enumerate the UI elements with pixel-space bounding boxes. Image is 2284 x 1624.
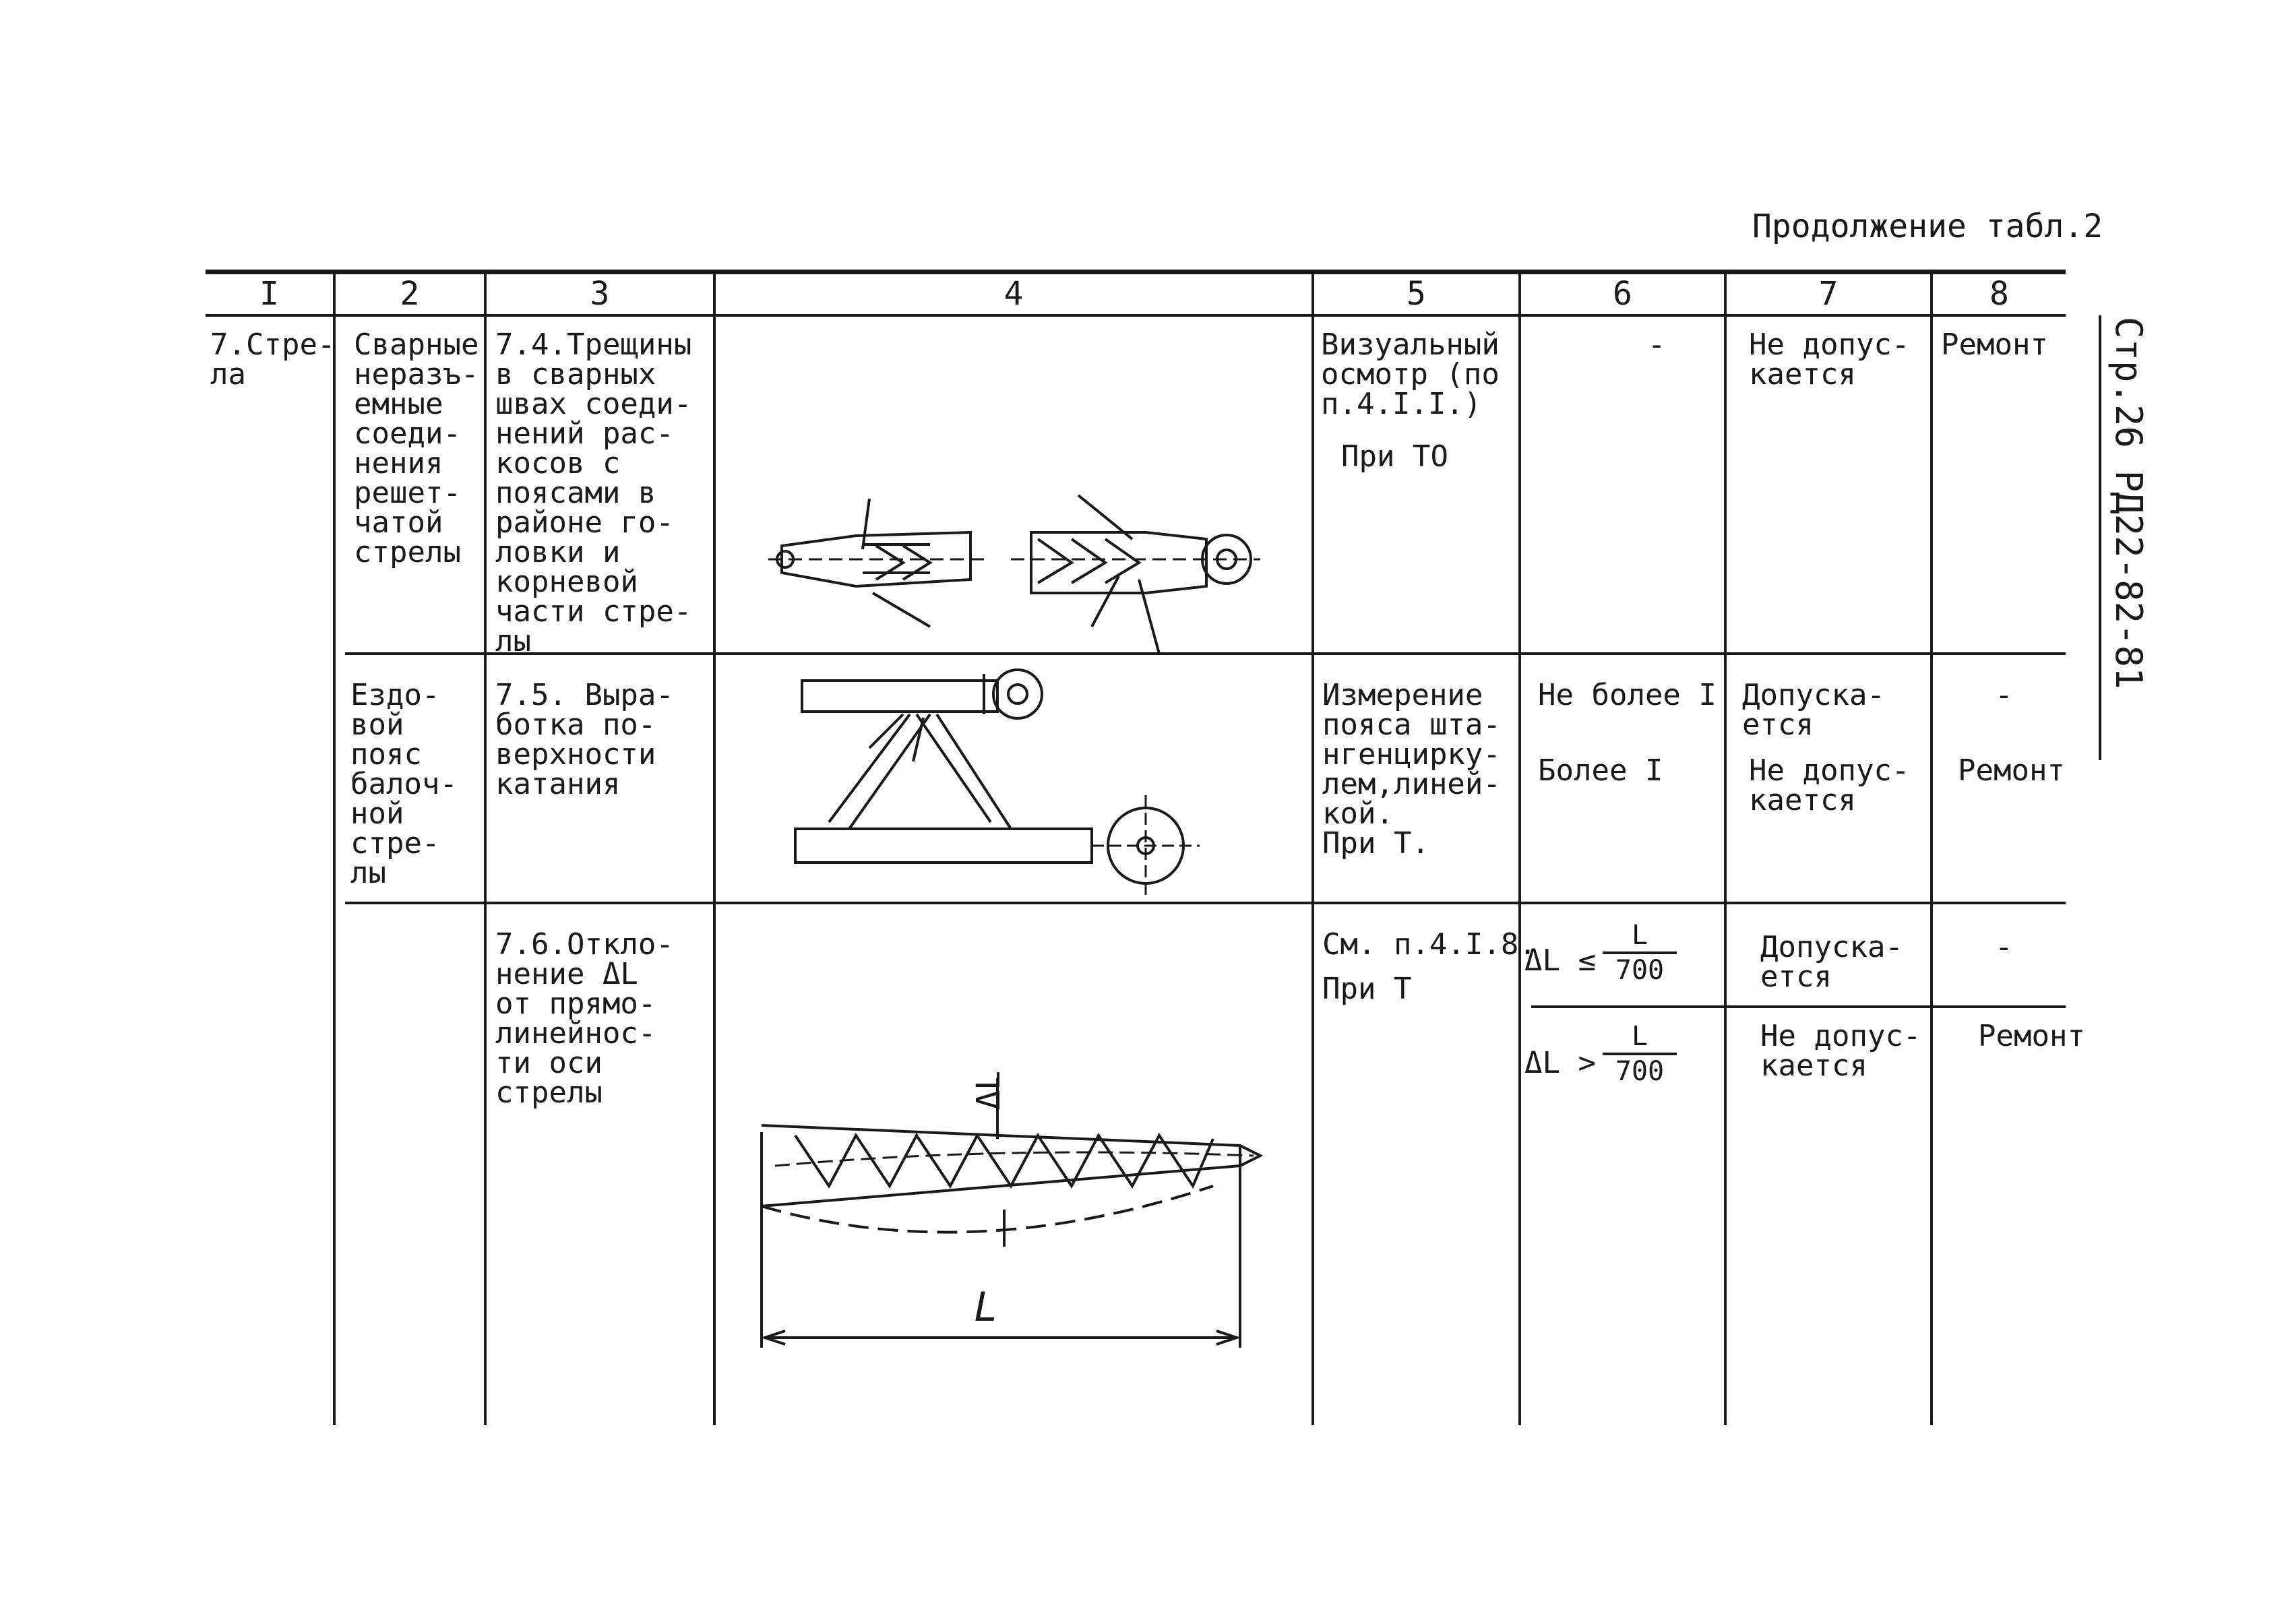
row1-criterion: - — [1648, 327, 1666, 362]
col-header-5: 5 — [1407, 275, 1426, 313]
continuation-title: Продолжение табл.2 — [1752, 208, 2103, 245]
row2-assessment-fail: Не допус- кается — [1749, 753, 1910, 817]
row1-method: Визуальный осмотр (по п.4.I.I.) — [1321, 327, 1500, 421]
row2-assembly: Ездо- вой пояс балоч- ной стре- лы — [350, 678, 458, 890]
col-header-6: 6 — [1613, 275, 1632, 313]
row3-action-fail: Ремонт — [1978, 1019, 2085, 1053]
row2-defect: 7.5. Выра- ботка по- верхности катания — [495, 678, 674, 801]
row1-element: 7.Стре- ла — [210, 327, 336, 392]
row3-criterion-fail-sym: ΔL > — [1524, 1046, 1596, 1080]
col-header-1: I — [259, 275, 279, 313]
fraction-denominator: 700 — [1615, 955, 1665, 986]
length-l-label: L — [974, 1284, 999, 1331]
row1-action: Ремонт — [1941, 327, 2048, 362]
row3-defect: 7.6.Откло- нение ΔL от прямо- линейнос- ти оси стрелы — [495, 927, 674, 1110]
col-header-3: 3 — [590, 275, 610, 313]
fraction-numerator: L — [1631, 1021, 1648, 1052]
row1-assessment: Не допус- кается — [1749, 327, 1910, 392]
col-header-8: 8 — [1989, 275, 2009, 313]
row3-criterion-ok-sym: ΔL ≤ — [1524, 943, 1596, 978]
row2-criterion-ok: Не более I — [1538, 678, 1717, 712]
row2-assessment-ok: Допуска- ется — [1742, 678, 1885, 742]
row2-action-fail: Ремонт — [1958, 753, 2065, 788]
row3-assessment-ok: Допуска- ется — [1760, 930, 1903, 994]
row2-criterion-fail: Более I — [1538, 753, 1663, 788]
row3-assessment-fail: Не допус- кается — [1760, 1019, 1921, 1083]
fraction-numerator: L — [1631, 920, 1648, 951]
row1-period: При ТО — [1341, 439, 1448, 474]
col-header-7: 7 — [1818, 275, 1839, 313]
row2-method: Измерение пояса шта- нгенцирку- лем,линей- кой. При Т. — [1322, 678, 1501, 861]
row3-action-ok: - — [1995, 930, 2013, 964]
page-side-label: Стр.26 РД22-82-81 — [2107, 317, 2150, 689]
row1-assembly: Сварные неразъ- емные соеди- нения решет- чатой стрелы — [354, 327, 479, 569]
row1-defect: 7.4.Трещины в сварных швах соеди- нений рас- косов с поясами в районе го- ловки и корневой части стре- лы — [495, 327, 692, 658]
row3-method: См. п.4.I.8. — [1322, 927, 1537, 962]
col-header-2: 2 — [400, 275, 420, 313]
row3-period: При Т — [1322, 972, 1412, 1006]
delta-l-label: ΔL — [969, 1071, 1008, 1110]
fraction-denominator: 700 — [1615, 1056, 1665, 1087]
col-header-4: 4 — [1004, 275, 1024, 313]
row2-action-ok: - — [1995, 678, 2013, 712]
